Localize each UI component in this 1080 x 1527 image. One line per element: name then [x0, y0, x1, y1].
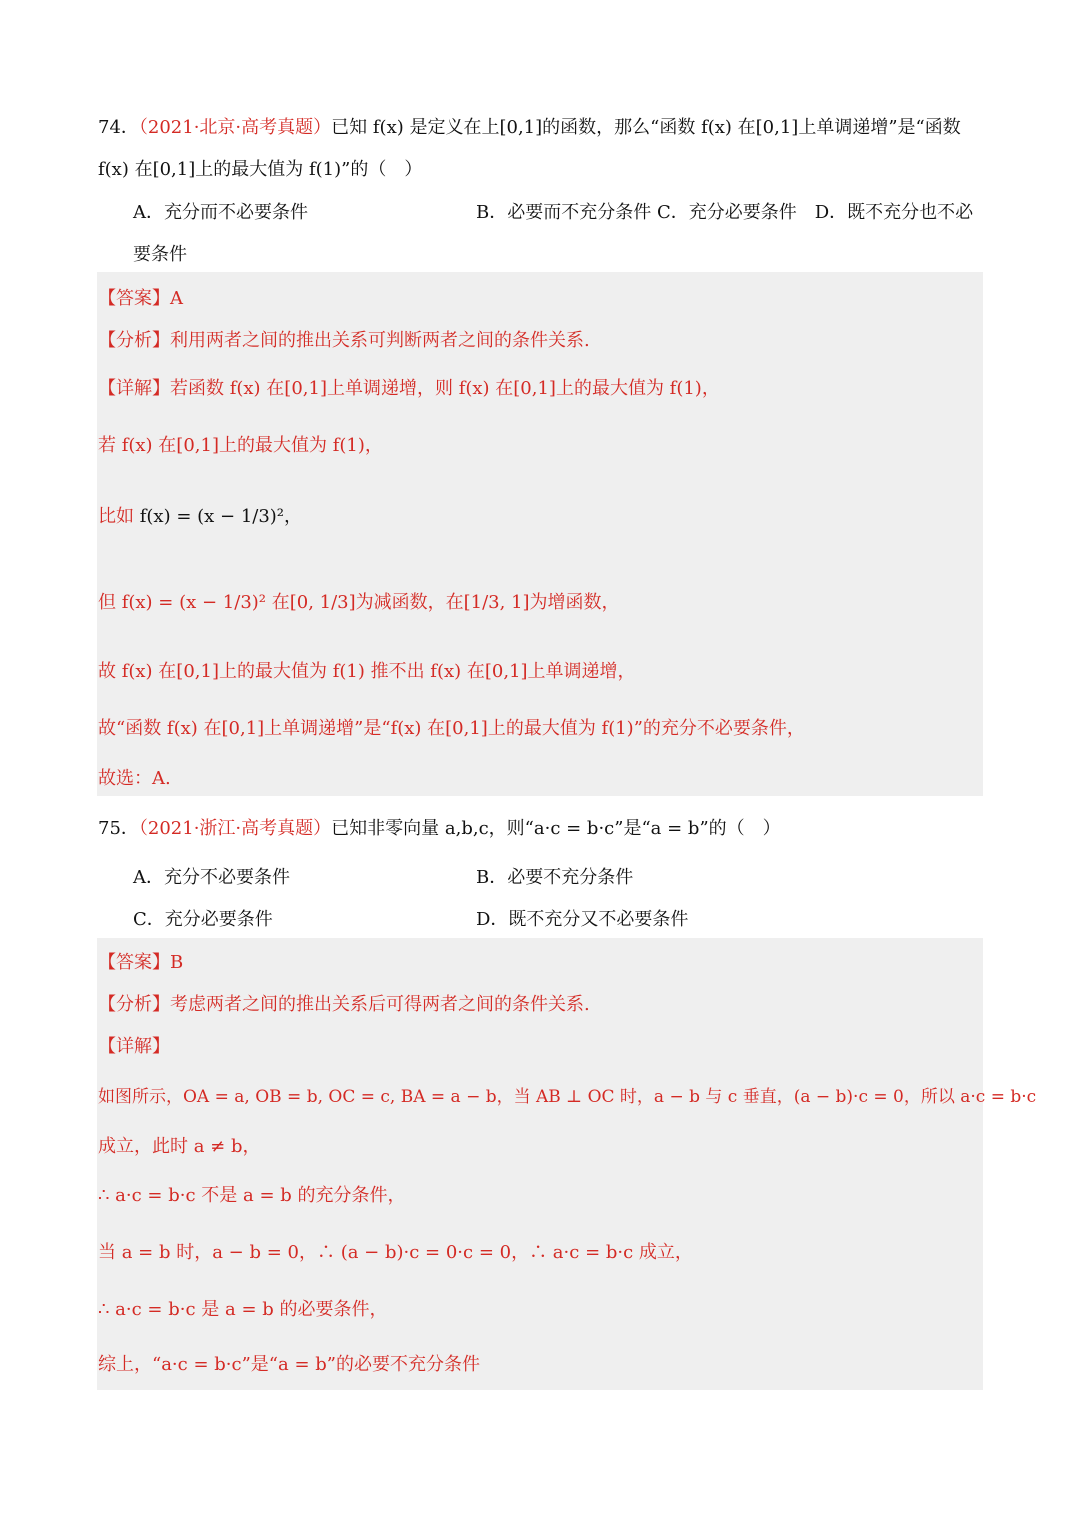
- q75-analysis: [98, 990, 590, 1016]
- q75-stem-text: 已知非零向量 a,b,c，则“a·c = b·c”是“a = b”的（ ）: [331, 818, 781, 839]
- q75-analysis-text: 考虑两者之间的推出关系后可得两者之间的条件关系.: [170, 994, 590, 1015]
- q74-analysis: [98, 326, 590, 352]
- q74-answer: [98, 284, 183, 310]
- q74-source: （2021·北京·高考真题）: [138, 117, 332, 138]
- q75-answer-value: B: [170, 952, 184, 973]
- q74-analysis-text: 利用两者之间的推出关系可判断两者之间的条件关系.: [170, 330, 590, 351]
- q75-option-a: A．充分不必要条件: [133, 867, 290, 888]
- q74-number: 74．: [98, 117, 139, 138]
- q74-detail-3-expr: f(x) = (x − 1/3)²，: [139, 506, 303, 527]
- q75-detail-5: ∴ a·c = b·c 是 a = b 的必要条件，: [98, 1299, 388, 1320]
- q75-answer-label: 【答案】: [98, 952, 170, 973]
- q74-detail-7: 故选：A.: [98, 768, 171, 789]
- q75-detail-6: 综上，“a·c = b·c”是“a = b”的必要不充分条件: [98, 1354, 480, 1375]
- q74-detail-3: [98, 502, 302, 528]
- q75-option-c: C．充分必要条件: [133, 909, 273, 930]
- q74-detail-1-text: 若函数 f(x) 在[0,1]上单调递增，则 f(x) 在[0,1]上的最大值为 f(1)，: [170, 378, 720, 399]
- q75-number: 75．: [98, 818, 139, 839]
- q74-detail-3-prefix: 比如: [98, 506, 134, 527]
- q74-stem-line1: [98, 113, 961, 139]
- q75-option-d: D．既不充分又不必要条件: [476, 909, 689, 930]
- q75-detail-2: 成立，此时 a ≠ b，: [98, 1136, 261, 1157]
- q75-stem: [98, 814, 781, 840]
- q75-detail-label: 【详解】: [98, 1036, 170, 1057]
- q74-stem-line2: [98, 155, 422, 181]
- q74-option-d-cont: 要条件: [133, 244, 187, 265]
- q74-stem-text-1: 已知 f(x) 是定义在上[0,1]的函数，那么“函数 f(x) 在[0,1]上单调递增”是“函数: [331, 117, 961, 138]
- q75-detail-3: ∴ a·c = b·c 不是 a = b 的充分条件，: [98, 1185, 406, 1206]
- q74-detail-1: [98, 374, 720, 400]
- q74-analysis-label: 【分析】: [98, 330, 170, 351]
- q74-answer-value: A: [170, 288, 183, 309]
- q74-option-a: A．充分而不必要条件: [133, 202, 308, 223]
- q75-option-b: B．必要不充分条件: [476, 867, 634, 888]
- q75-source: （2021·浙江·高考真题）: [138, 818, 332, 839]
- q74-detail-label: 【详解】: [98, 378, 170, 399]
- q75-analysis-label: 【分析】: [98, 994, 170, 1015]
- q75-answer: [98, 948, 183, 974]
- q74-stem-text-2: f(x) 在[0,1]上的最大值为 f(1)”的（ ）: [98, 159, 423, 180]
- q74-detail-2: 若 f(x) 在[0,1]上的最大值为 f(1)，: [98, 435, 383, 456]
- q75-detail-1: 如图所示，OA = a, OB = b, OC = c, BA = a − b，当 AB ⊥ OC 时，a − b 与 c 垂直，(a − b)·c = 0，所以 a·c = b·c: [98, 1087, 1037, 1107]
- q74-option-bcd: B．必要而不充分条件 C．充分必要条件 D．既不充分也不必: [476, 202, 974, 223]
- q74-answer-label: 【答案】: [98, 288, 170, 309]
- q74-detail-6: 故“函数 f(x) 在[0,1]上单调递增”是“f(x) 在[0,1]上的最大值为 f(1)”的充分不必要条件，: [98, 718, 805, 739]
- q74-detail-4: 但 f(x) = (x − 1/3)² 在[0, 1/3]为减函数，在[1/3, 1]为增函数，: [98, 592, 620, 613]
- q75-detail-4: 当 a = b 时，a − b = 0，∴ (a − b)·c = 0·c = 0，∴ a·c = b·c 成立，: [98, 1242, 693, 1263]
- q74-detail-5: 故 f(x) 在[0,1]上的最大值为 f(1) 推不出 f(x) 在[0,1]上单调递增，: [98, 661, 636, 682]
